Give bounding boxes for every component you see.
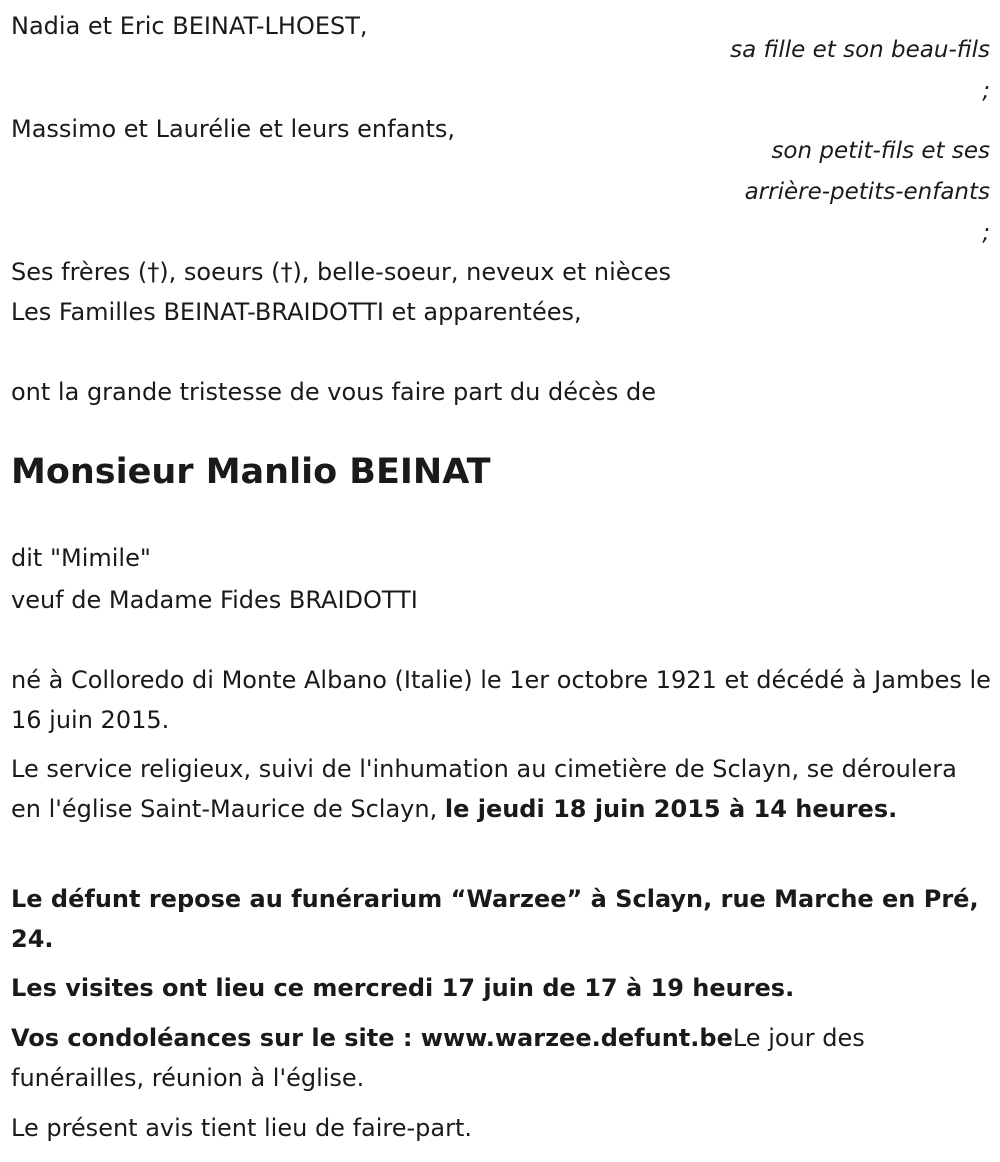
announcement-intro: ont la grande tristesse de vous faire part du décès de (11, 378, 657, 406)
visits-paragraph: Les visites ont lieu ce mercredi 17 juin de 17 à 19 heures. (11, 974, 795, 1002)
siblings-line: Ses frères (†), soeurs (†), belle-soeur, neveux et nièces (11, 258, 672, 286)
notice-paragraph: Le présent avis tient lieu de faire-part. (11, 1114, 473, 1142)
service-text: Le service religieux, suivi de l'inhumation au cimetière de Sclayn, se déroulera en l'église Saint-Maurice de Sclayn, (11, 755, 957, 823)
families-line: Les Familles BEINAT-BRAIDOTTI et apparentées, (11, 298, 582, 326)
service-date: le jeudi 18 juin 2015 à 14 heures. (444, 795, 898, 823)
daughter-line: Nadia et Eric BEINAT-LHOEST, (11, 12, 368, 40)
grandson-line: Massimo et Laurélie et leurs enfants, (11, 115, 456, 143)
funerarium-paragraph: Le défunt repose au funérarium “Warzee” à Sclayn, rue Marche en Pré, 24. (11, 885, 979, 953)
birth-death-paragraph: né à Colloredo di Monte Albano (Italie) le 1er octobre 1921 et décédé à Jambes le 16 juin 2015. (11, 666, 991, 734)
grandson-relation: son petit-fils et ses arrière-petits-enfants ; (744, 138, 990, 246)
widower-line: veuf de Madame Fides BRAIDOTTI (11, 586, 418, 614)
deceased-name: Monsieur Manlio BEINAT (11, 452, 491, 492)
nickname: dit "Mimile" (11, 544, 151, 572)
condolences-text: Le jour des funérailles, réunion à l'église. (11, 1024, 865, 1092)
daughter-relation: sa fille et son beau-fils ; (730, 37, 990, 104)
service-paragraph (11, 749, 991, 829)
condolences-paragraph (11, 1018, 991, 1098)
condolences-label: Vos condoléances sur le site : www.warzee.defunt.be (11, 1024, 733, 1052)
